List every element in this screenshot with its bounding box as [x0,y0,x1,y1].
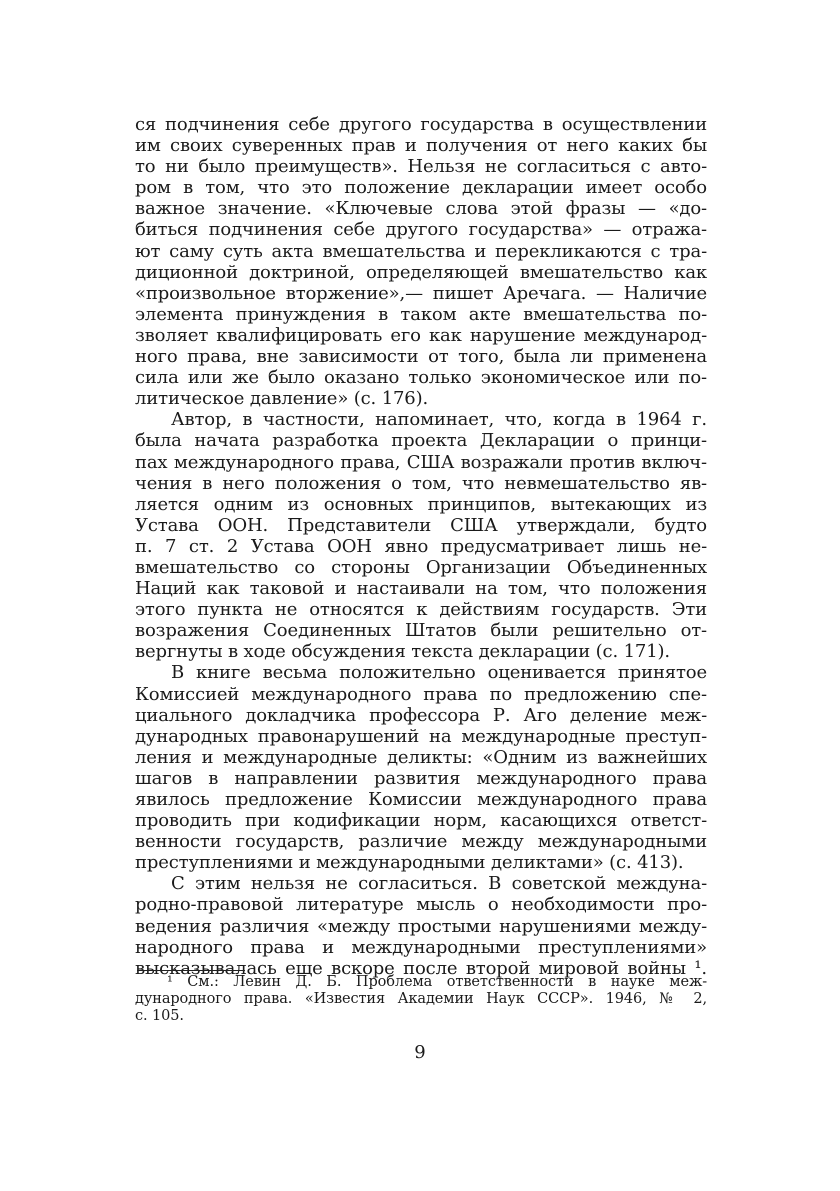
text-line: ного права, вне зависимости от того, была ли применена [135,346,707,368]
text-line: народного права и международными преступлениями» [135,936,707,958]
text-line: чения в него положения о том, что невмешательство яв- [135,472,707,494]
text-line: то ни было преимуществ». Нельзя не согласиться с авто- [135,156,707,178]
text-line: дународных правонарушений на международные преступ- [135,725,707,747]
text-line: им своих суверенных прав и получения от него каких бы [135,135,707,157]
page-number: 9 [414,1042,426,1063]
text-line: пах международного права, США возражали против включ- [135,451,707,473]
text-line: зволяет квалифицировать его как нарушение международ- [135,324,707,346]
footnote-line: с. 105. [135,1008,184,1024]
text-line: элемента принуждения в таком акте вмешательства по- [135,303,707,325]
text-line: шагов в направлении развития международного права [135,767,707,789]
text-line: была начата разработка проекта Декларации о принци- [135,430,707,452]
text-line: преступлениями и международными деликтами» (с. 413). [135,852,684,874]
text-line: циального докладчика профессора Р. Аго деление меж- [135,704,707,726]
text-line: Автор, в частности, напоминает, что, когда в 1964 г. [171,409,707,431]
text-line: ведения различия «между простыми нарушениями между- [135,915,707,937]
text-line: возражения Соединенных Штатов были решительно от- [135,620,707,642]
footnote-line: ¹ См.: Левин Д. Б. Проблема ответственности в науке меж- [167,974,707,990]
text-line: ром в том, что это положение декларации имеет особо [135,177,707,199]
text-line: сила или же было оказано только экономическое или по- [135,367,707,389]
text-line: литическое давление» (с. 176). [135,388,429,410]
text-line: этого пункта не относятся к действиям государств. Эти [135,599,707,621]
text-line: В книге весьма положительно оценивается принятое [171,662,707,684]
text-line: ляется одним из основных принципов, вытекающих из [135,493,707,515]
text-line: явилось предложение Комиссии международного права [135,789,707,810]
footnote [135,974,707,1025]
text-line: проводить при кодификации норм, касающихся ответст- [135,810,707,832]
text-line: ся подчинения себе другого государства в осуществлении [135,114,707,135]
text-line: «произвольное вторжение»,— пишет Аречага. — Наличие [135,282,707,304]
footnote-line: дународного права. «Известия Академии Наук СССР». 1946, № 2, [135,991,707,1007]
text-line: родно-правовой литературе мысль о необходимости про- [135,894,707,916]
text-line: Комиссией международного права по предложению спе- [135,683,707,705]
text-line: Наций как таковой и настаивали на том, что положения [135,578,707,600]
main-text [135,114,707,979]
text-line: венности государств, различие между международными [135,831,707,853]
text-line: биться подчинения себе другого государства» — отража- [135,219,707,241]
text-line: ления и международные деликты: «Одним из важнейших [135,746,707,768]
text-line: п. 7 ст. 2 Устава ООН явно предусматривает лишь не- [135,535,707,557]
text-line: важное значение. «Ключевые слова этой фразы — «до- [135,198,707,220]
text-line: диционной доктриной, определяющей вмешательство как [135,261,707,283]
text-line: ют саму суть акта вмешательства и перекликаются с тра- [135,240,707,262]
text-line: высказывалась еще вскоре после второй мировой войны ¹. [135,957,707,979]
text-line: вергнуты в ходе обсуждения текста декларации (с. 171). [135,641,670,663]
text-line: вмешательство со стороны Организации Объединенных [135,556,707,578]
text-line: Устава ООН. Представители США утверждали, будто [135,514,707,536]
text-line: С этим нельзя не согласиться. В советской междуна- [171,873,707,895]
footnote-divider [137,970,245,971]
